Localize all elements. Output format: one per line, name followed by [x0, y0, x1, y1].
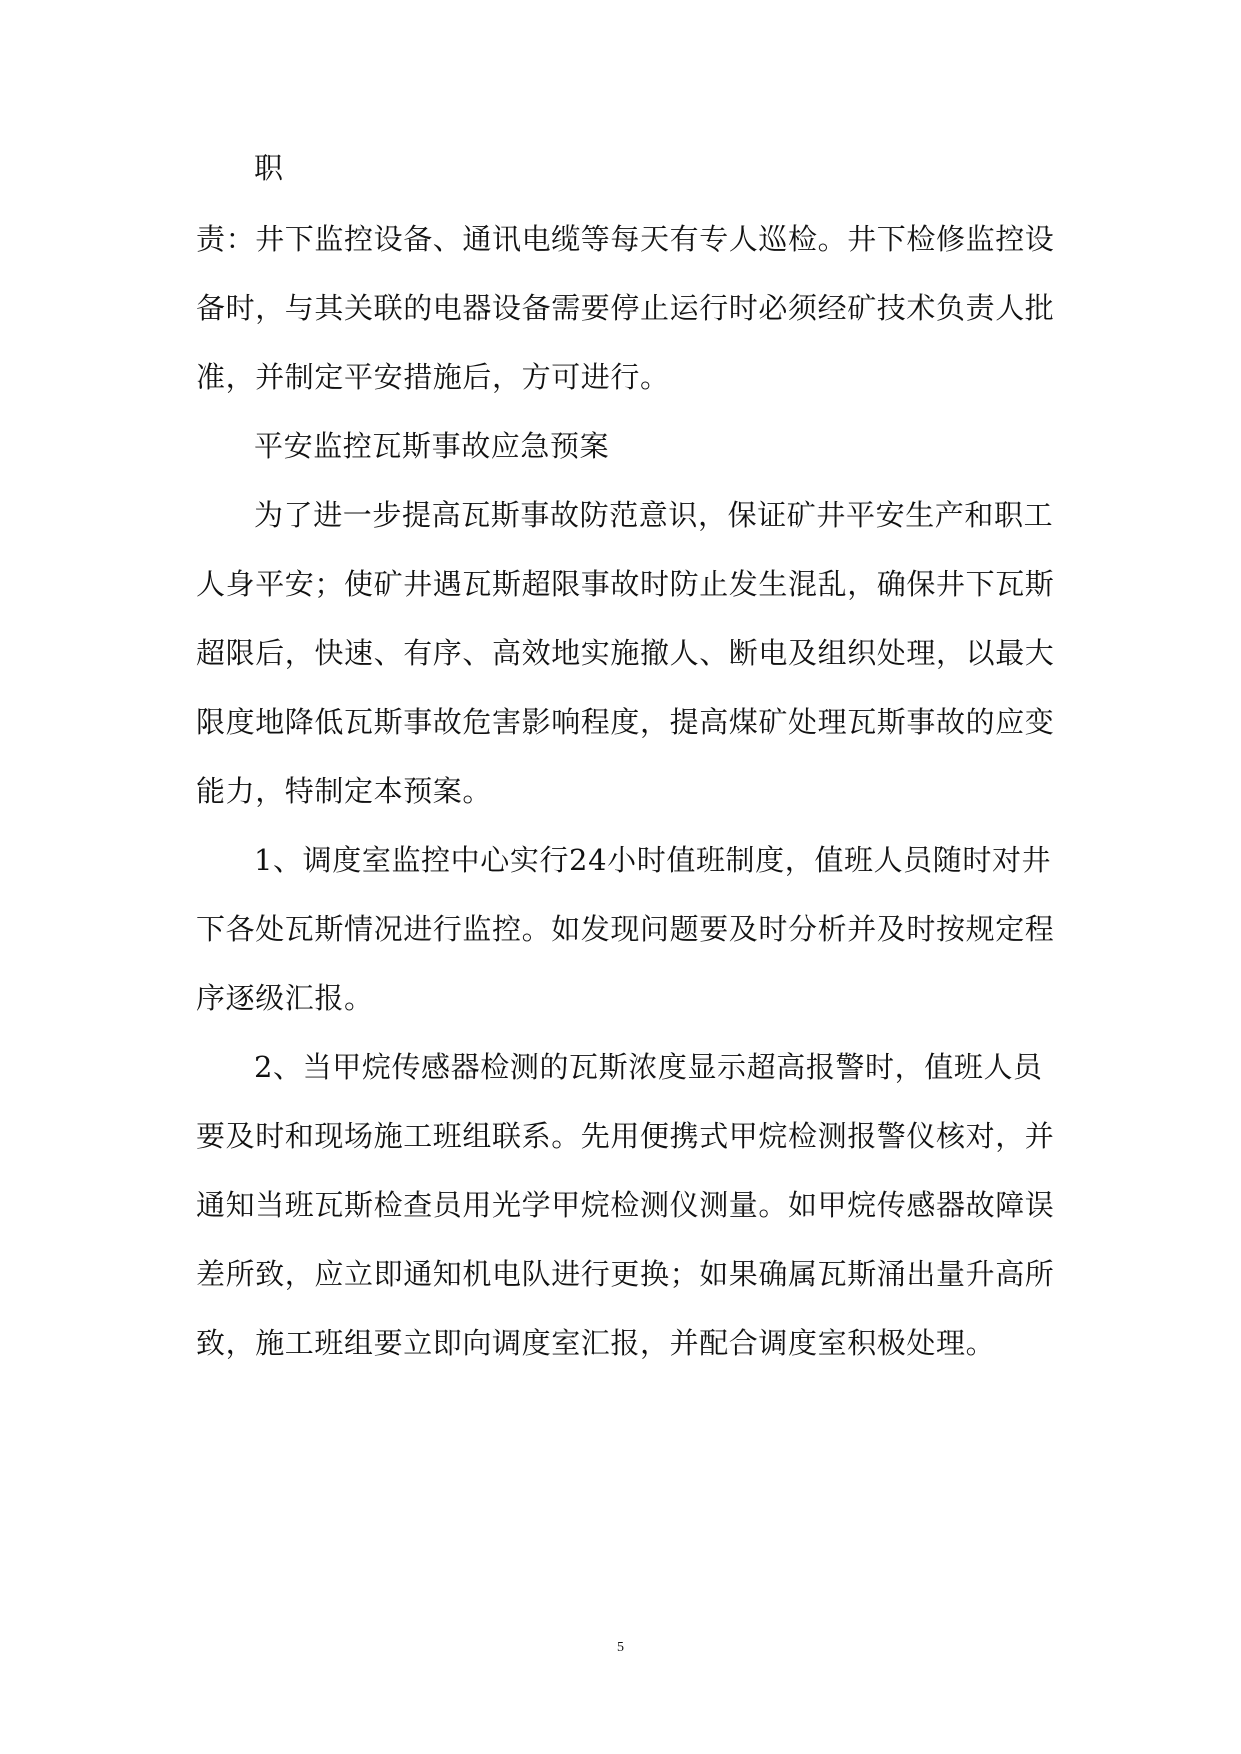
text-line: 人身平安；使矿井遇瓦斯超限事故时防止发生混乱，确保井下瓦斯	[196, 567, 1055, 601]
text-line: 限度地降低瓦斯事故危害影响程度，提高煤矿处理瓦斯事故的应变	[196, 705, 1055, 739]
text-line: 备时，与其关联的电器设备需要停止运行时必须经矿技术负责人批	[196, 291, 1055, 325]
text-line: 差所致，应立即通知机电队进行更换；如果确属瓦斯涌出量升高所	[196, 1257, 1055, 1291]
section-title: 平安监控瓦斯事故应急预案	[254, 429, 610, 463]
text-line: 超限后，快速、有序、高效地实施撤人、断电及组织处理，以最大	[196, 636, 1055, 670]
text-line: 致，施工班组要立即向调度室汇报，并配合调度室积极处理。	[196, 1326, 996, 1360]
page-number: 5	[617, 1640, 624, 1655]
text-line: 要及时和现场施工班组联系。先用便携式甲烷检测报警仪核对，并	[196, 1119, 1055, 1153]
text-line: 能力，特制定本预案。	[196, 774, 493, 808]
text-line: 责：井下监控设备、通讯电缆等每天有专人巡检。井下检修监控设	[196, 222, 1055, 256]
text-line: 为了进一步提高瓦斯事故防范意识，保证矿井平安生产和职工	[254, 498, 1054, 532]
text-line: 2、当甲烷传感器检测的瓦斯浓度显示超高报警时，值班人员	[254, 1050, 1043, 1084]
text-line: 序逐级汇报。	[196, 981, 374, 1015]
text-line: 1、调度室监控中心实行24小时值班制度，值班人员随时对井	[254, 843, 1052, 877]
text-line: 下各处瓦斯情况进行监控。如发现问题要及时分析并及时按规定程	[196, 912, 1055, 946]
text-line: 准，并制定平安措施后，方可进行。	[196, 360, 670, 394]
text-line: 通知当班瓦斯检查员用光学甲烷检测仪测量。如甲烷传感器故障误	[196, 1188, 1055, 1222]
text-line: 职	[254, 151, 284, 185]
